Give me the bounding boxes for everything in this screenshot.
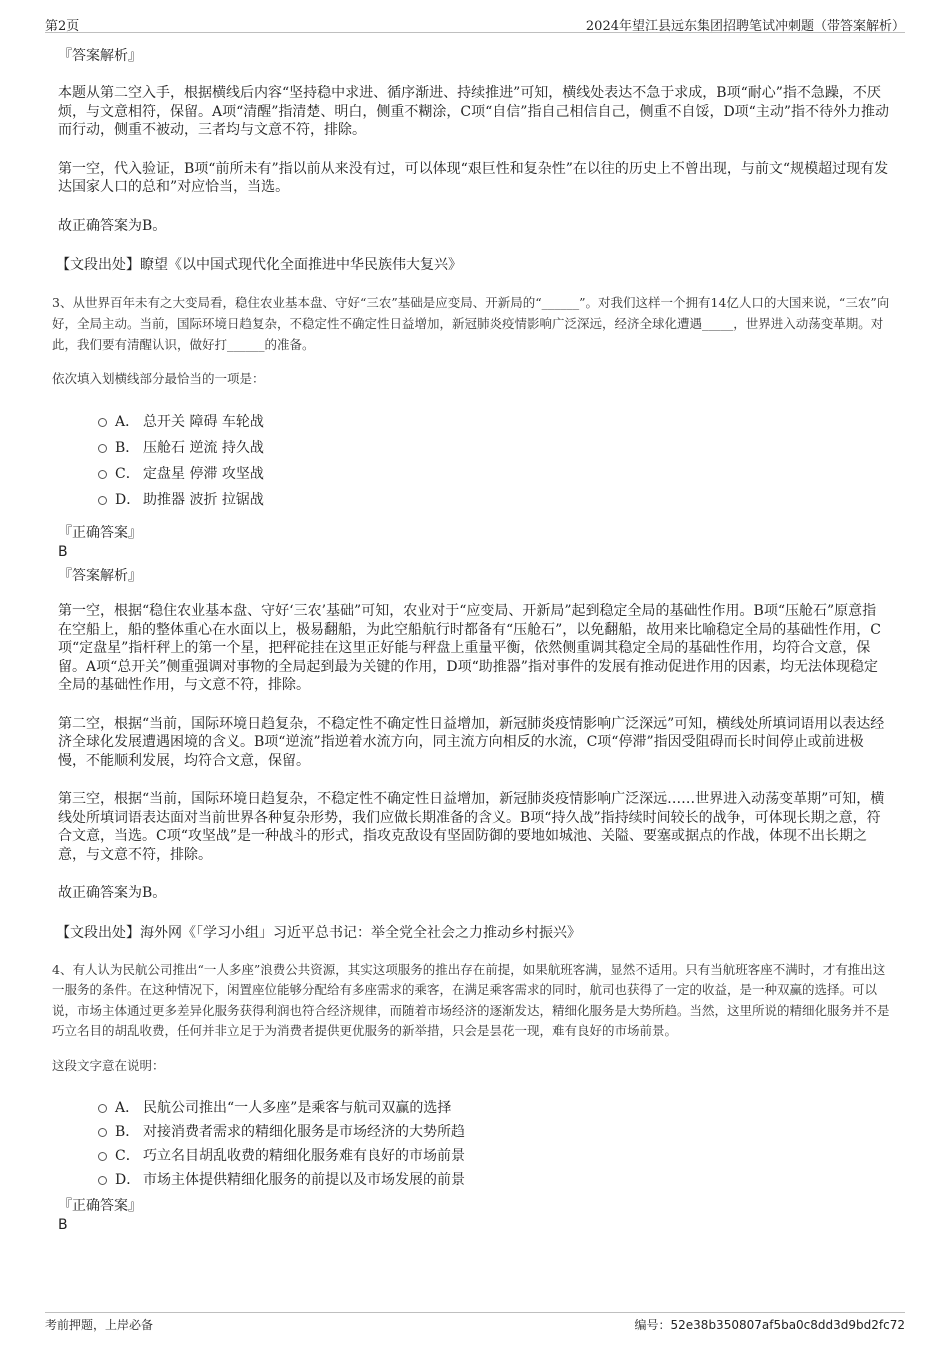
correct-answer: B	[58, 1216, 68, 1233]
option-letter: D．	[115, 1171, 141, 1188]
analysis-paragraph: 第二空，根据“当前，国际环境日趋复杂，不稳定性不确定性日益增加，新冠肺炎疫情影响广泛深远”可知，横线处所填词语用以表达经济全球化发展遭遇困境的含义。B项“逆流”指逆着水流方向，同主流方向相反的水流，C项“停滞”指因受阻碍而长时间停止或前进极慢，不能顺利发展，均符合文意，保留。	[58, 715, 885, 769]
correct-answer: B	[58, 544, 68, 560]
option-c[interactable]	[98, 1144, 890, 1168]
option-text: 助推器 波折 拉锯战	[143, 492, 264, 508]
radio-icon[interactable]	[98, 1104, 107, 1113]
option-text: 定盘星 停滞 攻坚战	[143, 466, 264, 482]
option-text: 压舱石 逆流 持久战	[143, 440, 264, 456]
document-id	[635, 1316, 906, 1333]
option-a[interactable]	[98, 409, 890, 435]
option-list	[58, 1096, 890, 1192]
option-text: 对接消费者需求的精细化服务是市场经济的大势所趋	[143, 1123, 465, 1140]
footer-slogan: 考前押题，上岸必备	[45, 1318, 154, 1332]
question-prompt: 依次填入划横线部分最恰当的一项是：	[52, 371, 265, 386]
option-d[interactable]	[98, 1168, 890, 1192]
radio-icon[interactable]	[98, 418, 107, 427]
radio-icon[interactable]	[98, 1152, 107, 1161]
radio-icon[interactable]	[98, 444, 107, 453]
page-content	[52, 46, 890, 1239]
analysis-paragraph: 第三空，根据“当前，国际环境日趋复杂，不稳定性不确定性日益增加，新冠肺炎疫情影响广泛深远……世界进入动荡变革期”可知，横线处所填词语表达面对当前世界各种复杂形势，我们应做长期准备的含义。B项“持久战”指持续时间较长的战争，可体现长期之意，符合文意，当选。C项“攻坚战”是一种战斗的形式，指攻克敌设有坚固防御的要地如城池、关隘、要塞或据点的作战，体现不出长期之意，与文意不符，排除。	[58, 791, 885, 863]
radio-icon[interactable]	[98, 1128, 107, 1137]
option-c[interactable]	[98, 461, 890, 487]
analysis-paragraph: 本题从第二空入手，根据横线后内容“坚持稳中求进、循序渐进、持续推进”可知，横线处表达不急于求成，B项“耐心”指不急躁，不厌烦，与文意相符，保留。A项“清醒”指清楚、明白，侧重不糊涂，C项“自信”指自己相信自己，侧重不自馁，D项“主动”指不待外力推动而行动，侧重不被动，三者均与文意不符，排除。	[58, 85, 889, 138]
option-d[interactable]	[98, 487, 890, 513]
page-number: 第2页	[45, 19, 80, 34]
option-letter: C．	[115, 1147, 140, 1164]
source-citation: 【文段出处】海外网《「学习小组」习近平总书记：举全党全社会之力推动乡村振兴》	[56, 924, 581, 941]
conclusion: 故正确答案为B。	[58, 885, 167, 901]
page-header	[45, 12, 905, 33]
source-citation: 【文段出处】瞭望《以中国式现代化全面推进中华民族伟大复兴》	[56, 257, 462, 273]
analysis-label: 『答案解析』	[58, 568, 142, 584]
conclusion: 故正确答案为B。	[58, 217, 167, 234]
radio-icon[interactable]	[98, 470, 107, 479]
option-text: 巧立名目胡乱收费的精细化服务难有良好的市场前景	[143, 1147, 465, 1164]
document-id-value: 52e38b350807af5ba0c8dd3d9bd2fc72	[670, 1318, 905, 1332]
option-letter: A．	[115, 1099, 140, 1116]
document-title: 2024年望江县远东集团招聘笔试冲刺题（带答案解析）	[585, 19, 905, 34]
option-letter: B．	[115, 1123, 140, 1140]
page-footer	[45, 1312, 905, 1333]
option-letter: C．	[115, 466, 140, 482]
analysis-paragraph: 第一空，根据“稳住农业基本盘、守好‘三农’基础”可知，农业对于“应变局、开新局”起到稳定全局的基础性作用。B项“压舱石”原意指在空船上，船的整体重心在水面以上，极易翻船，为此空船航行时都备有“压舱石”，以免翻船，故用来比喻稳定全局的基础性作用，C项“定盘星”指杆秤上的第一个星，把秤砣挂在这里正好能与秤盘上重量平衡，依然侧重调其稳定全局的基础性作用，均符合文意，保留。A项“总开关”侧重强调对事物的全局起到最为关键的作用，D项“助推器”指对事件的发展有推动促进作用的因素，均无法体现稳定全局的基础性作用，与文意不符，排除。	[58, 603, 882, 693]
analysis-paragraph: 第一空，代入验证，B项“前所未有”指以前从来没有过，可以体现“艰巨性和复杂性”在以往的历史上不曾出现，与前文“规模超过现有发达国家人口的总和”对应恰当，当选。	[58, 160, 889, 195]
option-list	[58, 409, 890, 513]
option-letter: B．	[115, 440, 140, 456]
radio-icon[interactable]	[98, 1176, 107, 1185]
option-text: 总开关 障碍 车轮战	[143, 414, 264, 430]
correct-answer-label: 『正确答案』	[58, 525, 142, 541]
option-b[interactable]	[98, 435, 890, 461]
option-letter: A．	[115, 414, 140, 430]
option-b[interactable]	[98, 1120, 890, 1144]
option-text: 民航公司推出“一人多座”是乘客与航司双赢的选择	[143, 1099, 452, 1116]
question-stem: 3、从世界百年未有之大变局看，稳住农业基本盘、守好“三农”基础是应变局、开新局的“______”。对我们这样一个拥有14亿人口的大国来说，“三农”向好，全局主动。当前，国际环境日趋复杂，不稳定性不确定性日益增加，新冠肺炎疫情影响广泛深远，经济全球化遭遇_____，世界进入动荡变革期。对此，我们要有清醒认识，做好打______的准备。	[52, 295, 890, 352]
question-stem: 4、有人认为民航公司推出“一人多座”浪费公共资源，其实这项服务的推出存在前提，如果航班客满，显然不适用。只有当航班客座不满时，才有推出这一服务的条件。在这种情况下，闲置座位能够分配给有多座需求的乘客，在满足乘客需求的同时，航司也获得了一定的收益，是一种双赢的选择。可以说，市场主体通过更多差异化服务获得利润也符合经济规律，而随着市场经济的逐渐发达，精细化服务是大势所趋。当然，这里所说的精细化服务并不是巧立名目的胡乱收费，任何并非立足于为消费者提供更优服务的新举措，只会是昙花一现，难有良好的市场前景。	[52, 961, 890, 1038]
correct-answer-label: 『正确答案』	[58, 1197, 142, 1214]
option-a[interactable]	[98, 1096, 890, 1120]
option-letter: D．	[115, 492, 141, 508]
question-prompt: 这段文字意在说明：	[52, 1057, 165, 1073]
analysis-label: 『答案解析』	[58, 48, 142, 64]
radio-icon[interactable]	[98, 496, 107, 505]
option-text: 市场主体提供精细化服务的前提以及市场发展的前景	[143, 1171, 465, 1188]
document-id-label: 编号：	[634, 1318, 671, 1332]
